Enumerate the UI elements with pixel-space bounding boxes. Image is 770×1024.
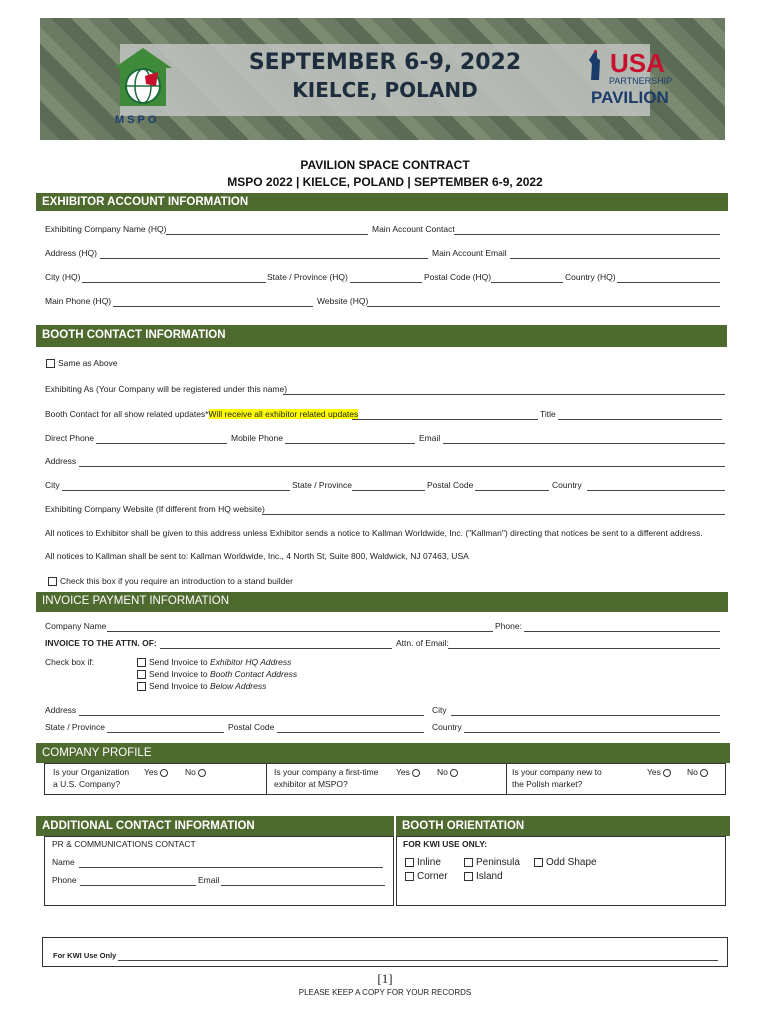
q1-no-radio[interactable] — [198, 769, 206, 777]
mspo-wordmark: MSPO — [115, 114, 160, 126]
postal-field[interactable] — [491, 282, 563, 283]
invoice-address-label: Address — [45, 705, 77, 715]
corner-option[interactable] — [405, 871, 448, 882]
q1-yes-label: Yes — [144, 767, 158, 777]
booth-address-field[interactable] — [79, 466, 725, 467]
q2-line2: exhibitor at MSPO? — [274, 779, 348, 789]
statue-of-liberty-icon — [585, 50, 607, 82]
kwi-use-field[interactable] — [118, 960, 718, 961]
q1-no-label: No — [185, 767, 196, 777]
booth-postal-label: Postal Code — [427, 480, 474, 490]
q3-line2: the Polish market? — [512, 779, 583, 789]
orientation-header: BOOTH ORIENTATION — [396, 816, 730, 836]
invoice-booth-target: Booth Contact Address — [209, 669, 298, 679]
same-as-above-label: Same as Above — [58, 358, 118, 368]
q2-line1: Is your company a first-time — [274, 767, 379, 777]
website-field[interactable] — [367, 306, 720, 307]
additional-name-label: Name — [52, 857, 75, 867]
main-contact-field[interactable] — [454, 234, 720, 235]
invoice-city-field[interactable] — [451, 715, 720, 716]
invoice-booth-checkbox[interactable] — [137, 670, 146, 679]
invoice-booth-text: Send Invoice to — [149, 669, 210, 679]
exhibiting-as-field[interactable] — [283, 394, 725, 395]
booth-email-field[interactable] — [443, 443, 725, 444]
phone-label: Main Phone (HQ) — [45, 296, 112, 306]
q2-yes-label: Yes — [396, 767, 410, 777]
stand-builder-checkbox[interactable] — [48, 577, 57, 586]
booth-contact-label — [45, 409, 358, 419]
island-label: Island — [476, 871, 503, 882]
q1-yes-radio[interactable] — [160, 769, 168, 777]
attn-email-field[interactable] — [448, 648, 720, 649]
main-contact-label: Main Account Contact — [372, 224, 455, 234]
invoice-header: INVOICE PAYMENT INFORMATION — [36, 592, 728, 612]
title-field[interactable] — [558, 419, 722, 420]
q1-no[interactable] — [185, 767, 206, 777]
main-email-label: Main Account Email — [432, 248, 507, 258]
peninsula-option[interactable] — [464, 857, 520, 868]
inline-label: Inline — [417, 857, 441, 868]
pavilion-text: PAVILION — [591, 88, 669, 107]
exhibiting-as-label: Exhibiting As (Your Company will be registered under this name) — [45, 384, 288, 394]
invoice-country-label: Country — [432, 722, 462, 732]
stand-builder-label: Check this box if you require an introduction to a stand builder — [60, 576, 293, 586]
company-name-field[interactable] — [166, 234, 368, 235]
state-label: State / Province (HQ) — [267, 272, 348, 282]
booth-city-field[interactable] — [62, 490, 290, 491]
booth-website-field[interactable] — [262, 514, 725, 515]
pr-contact-label: PR & COMMUNICATIONS CONTACT — [52, 839, 196, 849]
banner-date: SEPTEMBER 6-9, 2022 — [248, 50, 522, 75]
phone-field[interactable] — [113, 306, 313, 307]
booth-state-label: State / Province — [292, 480, 353, 490]
invoice-postal-field[interactable] — [277, 732, 424, 733]
invoice-below-target: Below Address — [209, 681, 267, 691]
q3-yes-radio[interactable] — [663, 769, 671, 777]
postal-label: Postal Code (HQ) — [424, 272, 492, 282]
event-banner — [40, 18, 725, 140]
q3-yes[interactable] — [647, 767, 671, 777]
invoice-hq-checkbox[interactable] — [137, 658, 146, 667]
invoice-hq-text: Send Invoice to — [149, 657, 210, 667]
odd-shape-checkbox[interactable] — [534, 858, 543, 867]
odd-shape-option[interactable] — [534, 857, 597, 868]
direct-phone-field[interactable] — [96, 443, 227, 444]
booth-contact-highlight: Will receive all exhibitor related updates — [208, 409, 359, 419]
invoice-option-booth[interactable] — [137, 669, 297, 679]
city-field[interactable] — [82, 282, 266, 283]
q3-no-label: No — [687, 767, 698, 777]
exhibitor-header: EXHIBITOR ACCOUNT INFORMATION — [36, 193, 728, 211]
odd-shape-label: Odd Shape — [546, 857, 597, 868]
additional-box — [44, 836, 394, 906]
country-field[interactable] — [617, 282, 720, 283]
q1-line2: a U.S. Company? — [53, 779, 121, 789]
invoice-company-field[interactable] — [107, 631, 493, 632]
state-field[interactable] — [350, 282, 422, 283]
island-checkbox[interactable] — [464, 872, 473, 881]
invoice-option-below[interactable] — [137, 681, 266, 691]
additional-phone-field[interactable] — [80, 885, 196, 886]
stand-builder-option[interactable] — [48, 576, 293, 586]
booth-website-label: Exhibiting Company Website (If different from HQ website) — [45, 504, 265, 514]
peninsula-checkbox[interactable] — [464, 858, 473, 867]
invoice-phone-label: Phone: — [495, 621, 522, 631]
invoice-state-label: State / Province — [45, 722, 106, 732]
contract-title: PAVILION SPACE CONTRACT — [300, 158, 470, 172]
usa-text: USA — [610, 48, 665, 78]
q1-line1: Is your Organization — [53, 767, 130, 777]
kwi-use-only-label: For KWI Use Only — [53, 951, 117, 960]
additional-email-label: Email — [198, 875, 220, 885]
invoice-company-label: Company Name — [45, 621, 107, 631]
booth-address-label: Address — [45, 456, 77, 466]
profile-box — [44, 763, 726, 795]
profile-q1-cell — [45, 764, 267, 794]
corner-label: Corner — [417, 871, 448, 882]
q3-line1: Is your company new to — [512, 767, 602, 777]
mspo-globe-icon — [112, 46, 174, 112]
booth-contact-header: BOOTH CONTACT INFORMATION — [36, 325, 727, 347]
invoice-country-field[interactable] — [464, 732, 720, 733]
q3-no-radio[interactable] — [700, 769, 708, 777]
q2-no-label: No — [437, 767, 448, 777]
additional-email-field[interactable] — [221, 885, 385, 886]
kwi-use-box — [42, 937, 728, 967]
invoice-attn-label: INVOICE TO THE ATTN. OF: — [45, 638, 157, 648]
mobile-field[interactable] — [285, 443, 415, 444]
page-number: [1] — [377, 971, 393, 986]
usa-pavilion-logo — [585, 48, 673, 118]
booth-postal-field[interactable] — [475, 490, 549, 491]
title-label: Title — [540, 409, 556, 419]
additional-header: ADDITIONAL CONTACT INFORMATION — [36, 816, 394, 836]
address-label: Address (HQ) — [45, 248, 97, 258]
booth-country-field[interactable] — [587, 490, 725, 491]
additional-phone-label: Phone — [52, 875, 77, 885]
kwi-use-label: FOR KWI USE ONLY: — [403, 839, 488, 849]
booth-city-label: City — [45, 480, 60, 490]
mobile-label: Mobile Phone — [231, 433, 283, 443]
contract-subtitle: MSPO 2022 | KIELCE, POLAND | SEPTEMBER 6-9, 2022 — [227, 175, 543, 189]
additional-name-field[interactable] — [79, 867, 383, 868]
profile-q2-cell — [267, 764, 507, 794]
invoice-below-checkbox[interactable] — [137, 682, 146, 691]
island-option[interactable] — [464, 871, 503, 882]
booth-email-label: Email — [419, 433, 441, 443]
invoice-hq-target: Exhibitor HQ Address — [209, 657, 292, 667]
city-label: City (HQ) — [45, 272, 81, 282]
invoice-below-text: Send Invoice to — [149, 681, 210, 691]
q1-yes[interactable] — [144, 767, 168, 777]
attn-email-label: Attn. of Email: — [396, 638, 449, 648]
q2-yes-radio[interactable] — [412, 769, 420, 777]
banner-location: KIELCE, POLAND — [292, 78, 478, 102]
q2-no[interactable] — [437, 767, 458, 777]
invoice-option-hq[interactable] — [137, 657, 291, 667]
website-label: Website (HQ) — [317, 296, 369, 306]
invoice-postal-label: Postal Code — [228, 722, 275, 732]
orientation-box — [396, 836, 726, 906]
notice-kallman: All notices to Kallman shall be sent to: Kallman Worldwide, Inc., 4 North St, Suite 800, Waldwick, NJ 07463, USA — [45, 551, 469, 561]
booth-state-field[interactable] — [352, 490, 425, 491]
keep-copy-note: PLEASE KEEP A COPY FOR YOUR RECORDS — [298, 988, 472, 997]
invoice-state-field[interactable] — [107, 732, 224, 733]
booth-contact-field[interactable] — [352, 419, 538, 420]
inline-checkbox[interactable] — [405, 858, 414, 867]
booth-contact-text: Booth Contact for all show related updates* — [45, 409, 209, 419]
same-as-above-checkbox[interactable] — [46, 359, 55, 368]
peninsula-label: Peninsula — [476, 857, 520, 868]
corner-checkbox[interactable] — [405, 872, 414, 881]
q3-yes-label: Yes — [647, 767, 661, 777]
company-name-label: Exhibiting Company Name (HQ) — [45, 224, 167, 234]
main-email-field[interactable] — [510, 258, 720, 259]
banner-date-block — [120, 44, 650, 116]
check-box-label: Check box if: — [45, 657, 95, 667]
country-label: Country (HQ) — [565, 272, 616, 282]
q2-no-radio[interactable] — [450, 769, 458, 777]
profile-header: COMPANY PROFILE — [36, 743, 730, 763]
invoice-attn-field[interactable] — [160, 648, 392, 649]
address-field[interactable] — [100, 258, 428, 259]
direct-phone-label: Direct Phone — [45, 433, 95, 443]
invoice-city-label: City — [432, 705, 447, 715]
partnership-text: PARTNERSHIP — [609, 76, 673, 86]
notice-exhibitor: All notices to Exhibitor shall be given to this address unless Exhibitor sends a notice to Kallman Worldwide, Inc. ("Kallman") directing that notices be sent to a different address. — [45, 528, 703, 538]
q3-no[interactable] — [687, 767, 708, 777]
same-as-above[interactable] — [46, 358, 118, 368]
booth-country-label: Country — [552, 480, 582, 490]
inline-option[interactable] — [405, 857, 441, 868]
invoice-address-field[interactable] — [79, 715, 424, 716]
q2-yes[interactable] — [396, 767, 420, 777]
invoice-phone-field[interactable] — [524, 631, 720, 632]
